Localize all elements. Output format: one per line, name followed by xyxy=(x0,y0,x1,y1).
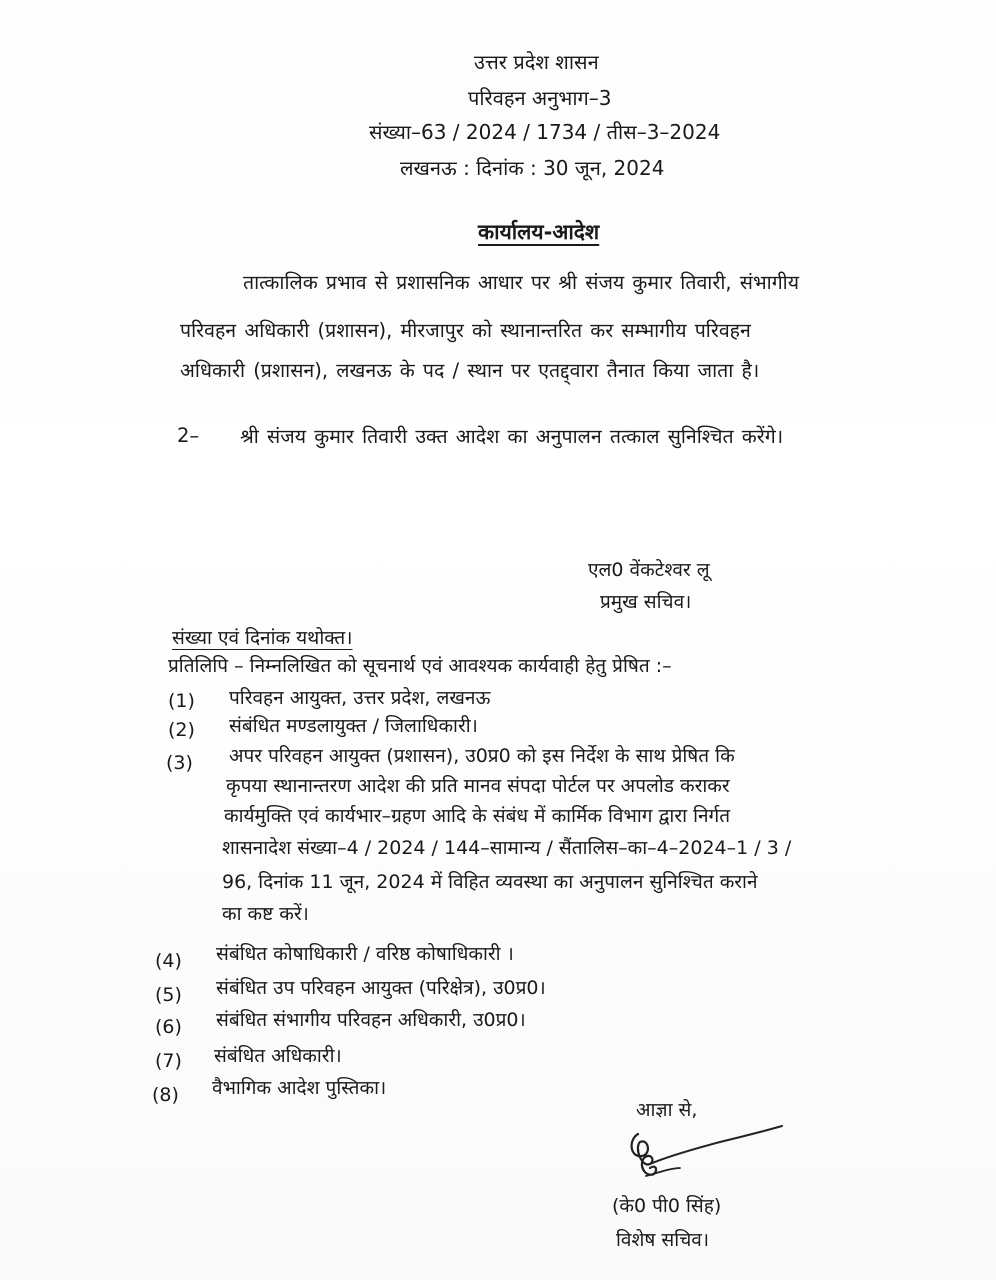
list-item-text: संबंधित मण्डलायुक्त / जिलाधिकारी। xyxy=(229,715,478,737)
paragraph-2-text: श्री संजय कुमार तिवारी उक्त आदेश का अनुपालन तत्काल सुनिश्चित करेंगे। xyxy=(240,425,784,448)
header-reference-number: संख्या–63 / 2024 / 1734 / तीस–3–2024 xyxy=(369,120,721,144)
paragraph-1-line-1: तात्कालिक प्रभाव से प्रशासनिक आधार पर श्री संजय कुमार तिवारी, संभागीय xyxy=(243,271,800,294)
signatory-2-name: (के0 पी0 सिंह) xyxy=(612,1195,722,1217)
list-item-text-line: अपर परिवहन आयुक्त (प्रशासन), उ0प्र0 को इस निर्देश के साथ प्रेषित कि xyxy=(229,745,735,767)
list-item-text: वैभागिक आदेश पुस्तिका। xyxy=(212,1077,387,1099)
list-item-text: संबंधित उप परिवहन आयुक्त (परिक्षेत्र), उ0प्र0। xyxy=(216,977,546,999)
list-item-number: (3) xyxy=(166,752,193,774)
header-government: उत्तर प्रदेश शासन xyxy=(474,50,599,74)
list-item-text-line: शासनादेश संख्या–4 / 2024 / 144–सामान्य / सैंतालिस–का–4–2024–1 / 3 / xyxy=(222,837,792,859)
document-title: कार्यालय-आदेश xyxy=(478,220,600,244)
list-item-text-line: कार्यमुक्ति एवं कार्यभार–ग्रहण आदि के संबंध में कार्मिक विभाग द्वारा निर्गत xyxy=(224,805,731,827)
paragraph-2-number: 2– xyxy=(177,424,200,447)
header-place-date: लखनऊ : दिनांक : 30 जून, 2024 xyxy=(400,156,665,180)
list-item-number: (6) xyxy=(155,1016,182,1038)
by-order-label: आज्ञा से, xyxy=(636,1099,698,1121)
list-item-text: संबंधित अधिकारी। xyxy=(214,1045,342,1067)
signatory-2-designation: विशेष सचिव। xyxy=(616,1229,710,1251)
list-item-number: (5) xyxy=(155,984,182,1006)
list-item-number: (1) xyxy=(168,690,195,712)
list-item-number: (8) xyxy=(152,1084,179,1106)
header-department: परिवहन अनुभाग–3 xyxy=(468,86,612,110)
list-item-number: (4) xyxy=(155,950,182,972)
copy-to-intro: प्रतिलिपि – निम्नलिखित को सूचनार्थ एवं आवश्यक कार्यवाही हेतु प्रेषित :– xyxy=(168,655,672,677)
list-item-text-line: 96, दिनांक 11 जून, 2024 में विहित व्यवस्था का अनुपालन सुनिश्चित कराने xyxy=(222,871,758,893)
list-item-text: संबंधित संभागीय परिवहन अधिकारी, उ0प्र0। xyxy=(216,1009,526,1031)
list-item-text: परिवहन आयुक्त, उत्तर प्रदेश, लखनऊ xyxy=(229,687,491,709)
list-item-number: (2) xyxy=(168,719,195,741)
list-item-number: (7) xyxy=(155,1050,182,1072)
list-item-text-line: कृपया स्थानान्तरण आदेश की प्रति मानव संपदा पोर्टल पर अपलोड कराकर xyxy=(226,775,730,797)
list-item-text-line: का कष्ट करें। xyxy=(222,903,309,925)
reference-as-above: संख्या एवं दिनांक यथोक्त। xyxy=(172,627,353,649)
handwritten-signature xyxy=(620,1118,790,1198)
signatory-1-designation: प्रमुख सचिव। xyxy=(600,591,692,613)
paragraph-1-line-2: परिवहन अधिकारी (प्रशासन), मीरजापुर को स्थानान्तरित कर सम्भागीय परिवहन xyxy=(180,319,751,342)
list-item-text: संबंधित कोषाधिकारी / वरिष्ठ कोषाधिकारी । xyxy=(216,943,514,965)
signatory-1-name: एल0 वेंकटेश्वर लू xyxy=(588,559,710,581)
paragraph-1-line-3: अधिकारी (प्रशासन), लखनऊ के पद / स्थान पर एतद्द्वारा तैनात किया जाता है। xyxy=(180,359,760,382)
